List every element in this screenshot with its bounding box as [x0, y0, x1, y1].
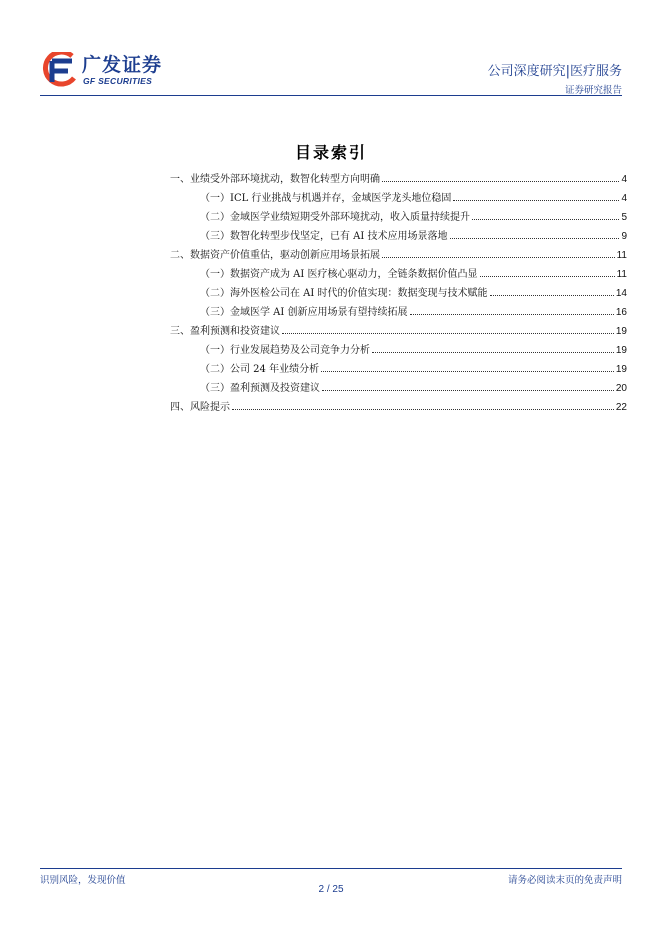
logo-english-name: GF SECURITIES [83, 76, 153, 86]
company-logo [42, 52, 182, 88]
header-divider [40, 95, 622, 96]
toc-leader [322, 390, 614, 391]
toc-entry-page: 22 [615, 402, 627, 413]
toc-entry-page: 16 [615, 307, 627, 318]
toc-entry-label: 一、业绩受外部环境扰动，数智化转型方向明确 [170, 174, 380, 185]
toc-entry[interactable] [170, 379, 627, 398]
toc-leader [490, 295, 614, 296]
toc-entry-label: 二、数据资产价值重估，驱动创新应用场景拓展 [170, 250, 380, 261]
toc-entry-page: 4 [621, 174, 627, 185]
toc-entry[interactable] [170, 265, 627, 284]
table-of-contents [170, 170, 627, 417]
toc-entry-page: 5 [621, 212, 627, 223]
report-type: 公司深度研究|医疗服务 [487, 64, 622, 79]
toc-entry-label: （一）数据资产成为 AI 医疗核心驱动力，全链条数据价值凸显 [200, 269, 478, 280]
gf-logo-icon [42, 52, 78, 88]
toc-entry-page: 11 [616, 269, 627, 280]
toc-leader [450, 238, 620, 239]
toc-entry-page: 19 [615, 364, 627, 375]
toc-entry[interactable] [170, 360, 627, 379]
toc-entry[interactable] [170, 303, 627, 322]
footer-disclaimer-note: 请务必阅读末页的免责声明 [507, 875, 622, 886]
toc-entry-page: 9 [621, 231, 627, 242]
toc-entry[interactable] [170, 322, 627, 341]
toc-leader [232, 409, 614, 410]
toc-leader [453, 200, 619, 201]
toc-leader [382, 181, 619, 182]
toc-entry-page: 19 [615, 345, 627, 356]
footer-divider [40, 868, 622, 869]
toc-entry-label: （二）金域医学业绩短期受外部环境扰动，收入质量持续提升 [200, 212, 470, 223]
toc-entry[interactable] [170, 284, 627, 303]
toc-entry[interactable] [170, 398, 627, 417]
toc-leader [372, 352, 614, 353]
toc-entry-label: （三）数智化转型步伐坚定，已有 AI 技术应用场景落地 [200, 231, 448, 242]
toc-entry-page: 14 [615, 288, 627, 299]
toc-entry-label: （三）盈利预测及投资建议 [200, 383, 320, 394]
toc-entry-label: （一）ICL 行业挑战与机遇并存，金域医学龙头地位稳固 [200, 193, 452, 204]
toc-entry-label: （一）行业发展趋势及公司竞争力分析 [200, 345, 370, 356]
report-subtitle: 证券研究报告 [564, 85, 622, 96]
footer-slogan: 识别风险，发现价值 [40, 875, 126, 886]
toc-leader [382, 257, 615, 258]
toc-entry-label: 三、盈利预测和投资建议 [170, 326, 280, 337]
toc-entry[interactable] [170, 208, 627, 227]
toc-leader [480, 276, 615, 277]
toc-entry[interactable] [170, 246, 627, 265]
toc-entry-label: （二）海外医检公司在 AI 时代的价值实现：数据变现与技术赋能 [200, 288, 488, 299]
toc-entry[interactable] [170, 341, 627, 360]
toc-entry-page: 20 [615, 383, 627, 394]
toc-entry-page: 19 [615, 326, 627, 337]
toc-entry-label: 四、风险提示 [170, 402, 230, 413]
page-number: 2 / 25 [318, 884, 344, 895]
toc-entry[interactable] [170, 227, 627, 246]
toc-leader [282, 333, 614, 334]
logo-chinese-name: 广发证券 [82, 54, 163, 76]
toc-leader [410, 314, 614, 315]
toc-entry-label: （二）公司 24 年业绩分析 [200, 364, 320, 375]
toc-entry-label: （三）金域医学 AI 创新应用场景有望持续拓展 [200, 307, 408, 318]
toc-title: 目录索引 [294, 143, 367, 162]
toc-entry[interactable] [170, 170, 627, 189]
toc-entry-page: 4 [621, 193, 627, 204]
toc-entry[interactable] [170, 189, 627, 208]
toc-leader [321, 371, 614, 372]
toc-leader [472, 219, 619, 220]
toc-entry-page: 11 [616, 250, 627, 261]
